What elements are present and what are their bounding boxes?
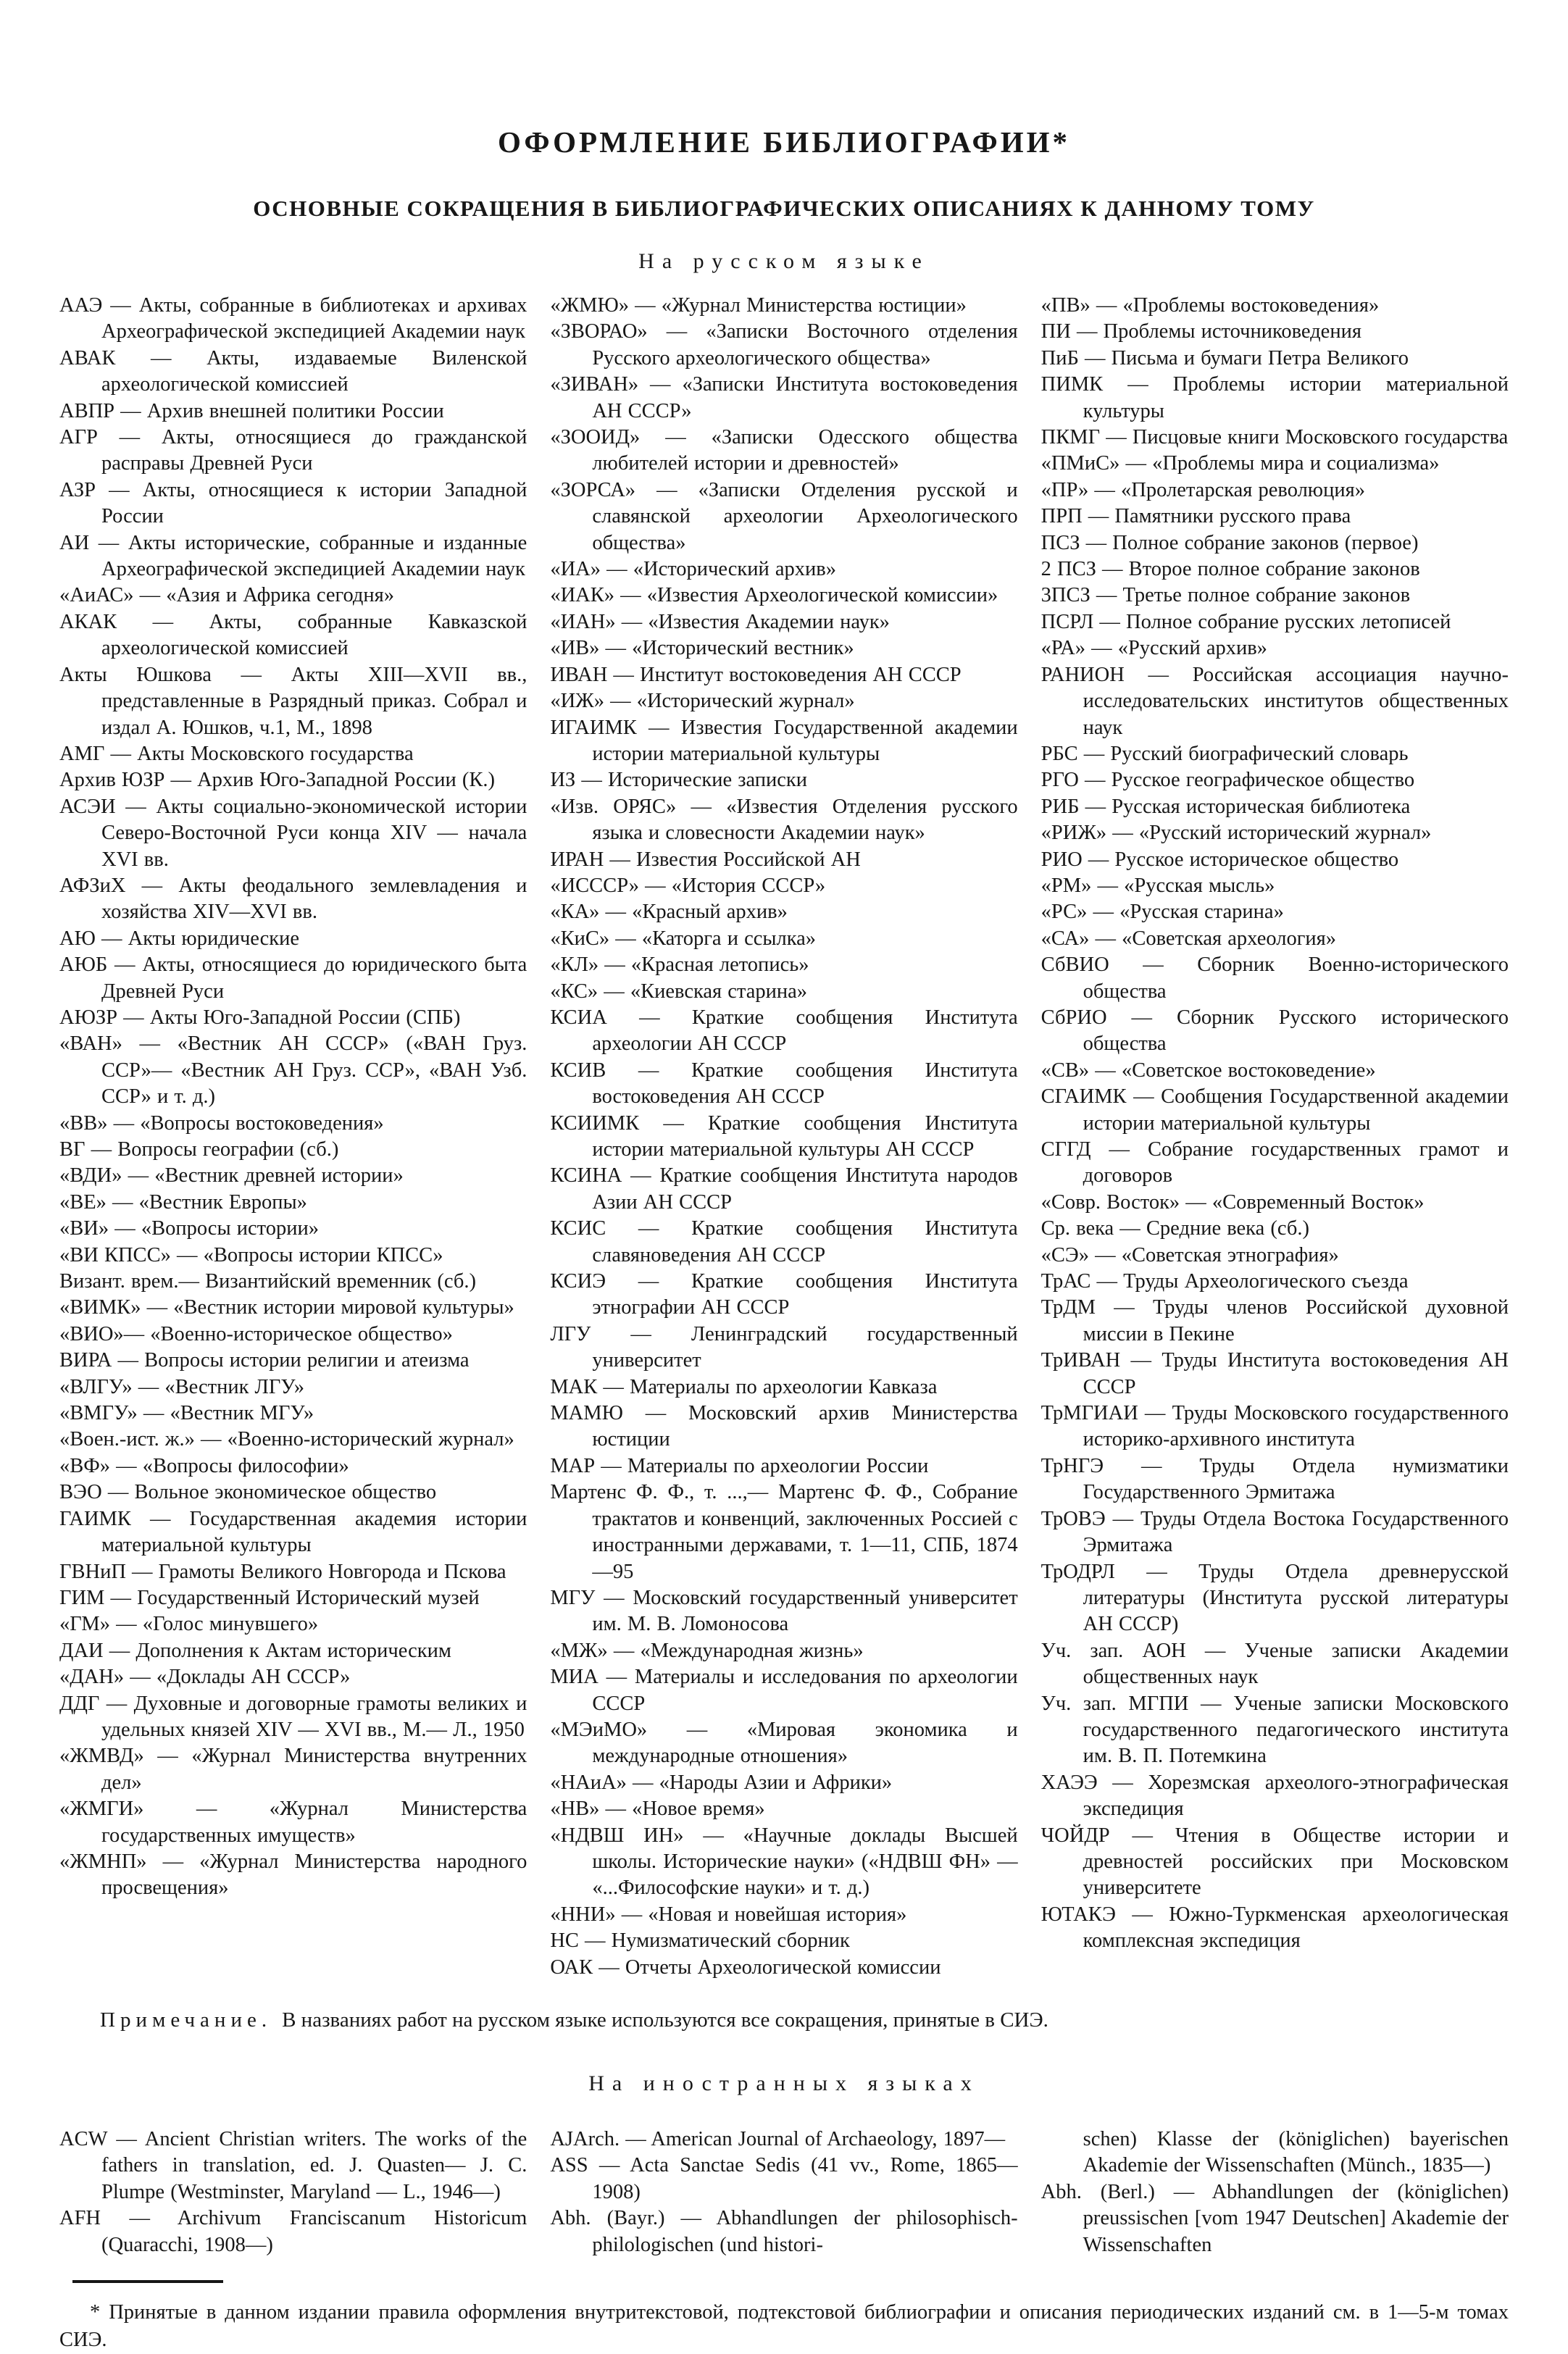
abbreviation-entry: АВПР — Архив внешней политики России — [59, 399, 444, 422]
abbreviation-entry: «СА» — «Советская археология» — [1041, 927, 1337, 950]
abbreviation-entry: «ЗОРСА» — «Записки Отделения русской и славянской археологии Археологического общества» — [550, 478, 1018, 554]
section-heading-foreign: На иностранных языках — [588, 2071, 980, 2095]
abbreviation-entry: «АиАС» — «Азия и Африка сегодня» — [59, 584, 395, 607]
abbreviation-entry: ТрМГИАИ — Труды Московского государственного историко-архивного института — [1041, 1402, 1509, 1451]
abbreviation-entry: ТрАС — Труды Археологического съезда — [1041, 1270, 1409, 1293]
abbreviation-entry: AFH — Archivum Franciscanum Historicum (Quaracchi, 1908—) — [59, 2207, 527, 2256]
abbreviation-entry: ПСЗ — Полное собрание законов (первое) — [1041, 531, 1419, 554]
abbreviation-entry: АКАК — Акты, собранные Кавказской археологической комиссией — [59, 610, 527, 660]
abbreviation-entry: Ср. века — Средние века (сб.) — [1041, 1217, 1309, 1240]
abbreviation-entry: ВЭО — Вольное экономическое общество — [59, 1481, 437, 1504]
abbreviation-entry: ДАИ — Дополнения к Актам историческим — [59, 1639, 451, 1662]
abbreviation-entry: АЮБ — Акты, относящиеся до юридического быта Древней Руси — [59, 953, 527, 1003]
abbreviation-entry: «ИЖ» — «Исторический журнал» — [550, 690, 855, 713]
abbreviation-entry: «ДАН» — «Доклады АН СССР» — [59, 1666, 351, 1689]
abbreviation-entry: АЮ — Акты юридические — [59, 927, 300, 950]
abbreviation-entry: ПИ — Проблемы источниковедения — [1041, 320, 1361, 343]
abbreviation-entry: ХАЭЭ — Хорезмская археолого-этнографическая экспедиция — [1041, 1771, 1509, 1821]
abbreviation-entry: ИГАИМК — Известия Государственной академии истории материальной культуры — [550, 716, 1018, 765]
abbreviation-entry: ПСРЛ — Полное собрание русских летописей — [1041, 610, 1451, 633]
abbreviation-entry: МАК — Материалы по археологии Кавказа — [550, 1375, 938, 1398]
note-text: В названиях работ на русском языке используются все сокращения, принятые в СИЭ. — [282, 2008, 1048, 2032]
abbreviation-entry: «ЖМВД» — «Журнал Министерства внутренних дел» — [59, 1745, 527, 1794]
abbreviation-entry: «ВМГУ» — «Вестник МГУ» — [59, 1402, 314, 1425]
abbreviation-entry: ВИРА — Вопросы истории религии и атеизма — [59, 1349, 470, 1372]
abbreviation-entry: КСИС — Краткие сообщения Института славяноведения АН СССР — [550, 1217, 1018, 1266]
foreign-column-2 — [550, 2126, 1017, 2258]
abbreviation-entry: «ВВ» — «Вопросы востоковедения» — [59, 1111, 384, 1135]
abbreviation-entry: АВАК — Акты, издаваемые Виленской археологической комиссией — [59, 346, 527, 396]
abbreviation-entry: «НДВШ ИН» — «Научные доклады Высшей школы. Исторические науки» («НДВШ ФН» — «...Философские науки» и т. д.) — [550, 1824, 1018, 1900]
abbreviation-entry: 2 ПСЗ — Второе полное собрание законов — [1041, 558, 1420, 581]
abbreviation-entry: ПРП — Памятники русского права — [1041, 505, 1351, 528]
abbreviation-entry: РАНИОН — Российская ассоциация научно-исследовательских институтов общественных наук — [1041, 663, 1509, 739]
abbreviation-entry: АМГ — Акты Московского государства — [59, 742, 414, 765]
abbreviation-entry: РИО — Русское историческое общество — [1041, 848, 1399, 871]
abbreviation-entry: «ПМиС» — «Проблемы мира и социализма» — [1041, 452, 1440, 475]
foreign-column-3 — [1041, 2126, 1509, 2258]
abbreviation-entry: Мартенс Ф. Ф., т. ...,— Мартенс Ф. Ф., Собрание трактатов и конвенций, заключенных Россией с иностранными державами, т. 1—11, СПБ, 1874—95 — [550, 1481, 1018, 1583]
abbreviations-columns-foreign — [59, 2126, 1509, 2258]
abbreviation-entry: МИА — Материалы и исследования по археологии СССР — [550, 1666, 1018, 1715]
abbreviation-entry: ЧОЙДР — Чтения в Обществе истории и древностей российских при Московском университете — [1041, 1824, 1509, 1900]
abbreviation-entry: «СЭ» — «Советская этнография» — [1041, 1243, 1339, 1266]
abbreviation-entry: СГГД — Собрание государственных грамот и договоров — [1041, 1138, 1509, 1188]
abbreviation-entry: ГАИМК — Государственная академия истории материальной культуры — [59, 1507, 527, 1557]
abbreviation-entry: КСИЭ — Краткие сообщения Института этнографии АН СССР — [550, 1270, 1018, 1319]
abbreviation-entry: «Воен.-ист. ж.» — «Военно-исторический журнал» — [59, 1428, 514, 1451]
abbreviation-entry: «ВИ» — «Вопросы истории» — [59, 1217, 319, 1240]
abbreviation-entry: Архив ЮЗР — Архив Юго-Западной России (К.) — [59, 769, 495, 792]
abbreviation-entry: АФЗиХ — Акты феодального землевладения и хозяйства XIV—XVI вв. — [59, 874, 527, 924]
abbreviation-entry: «РМ» — «Русская мысль» — [1041, 874, 1275, 897]
abbreviation-entry: ТрОВЭ — Труды Отдела Востока Государственного Эрмитажа — [1041, 1507, 1509, 1557]
abbreviation-entry: «ГМ» — «Голос минувшего» — [59, 1613, 319, 1636]
abbreviation-entry: ВГ — Вопросы географии (сб.) — [59, 1138, 339, 1161]
abbreviation-entry: «СВ» — «Советское востоковедение» — [1041, 1059, 1376, 1082]
page-subtitle: ОСНОВНЫЕ СОКРАЩЕНИЯ В БИБЛИОГРАФИЧЕСКИХ ОПИСАНИЯХ К ДАННОМУ ТОМУ — [253, 196, 1315, 221]
abbreviation-entry: ДДГ — Духовные и договорные грамоты великих и удельных князей XIV — XVI вв., М.— Л., 1950 — [59, 1692, 527, 1741]
abbreviation-entry: ТрОДРЛ — Труды Отдела древнерусской литературы (Института русской литературы АН СССР) — [1041, 1560, 1509, 1636]
abbreviation-entry: АГР — Акты, относящиеся до гражданской расправы Древней Руси — [59, 426, 527, 475]
abbreviation-entry: ИЗ — Исторические записки — [550, 769, 807, 792]
abbreviation-entry: «КЛ» — «Красная летопись» — [550, 953, 809, 977]
abbreviation-entry: «КС» — «Киевская старина» — [550, 980, 808, 1003]
abbreviation-entry: ПиБ — Письма и бумаги Петра Великого — [1041, 346, 1409, 370]
abbreviation-entry: AJArch. — American Journal of Archaeology, 1897— — [550, 2128, 1006, 2150]
footnote-rule — [72, 2280, 223, 2283]
abbreviation-entry: «КА» — «Красный архив» — [550, 901, 788, 924]
abbreviation-entry: «ИВ» — «Исторический вестник» — [550, 637, 854, 660]
abbreviation-entry: АСЭИ — Акты социально-экономической истории Северо-Восточной Руси конца XIV — начала XVI вв. — [59, 795, 527, 871]
abbreviation-entry: «ЖМЮ» — «Журнал Министерства юстиции» — [550, 294, 967, 317]
abbreviation-entry: «ПР» — «Пролетарская революция» — [1041, 478, 1365, 501]
abbreviation-entry: «ВЕ» — «Вестник Европы» — [59, 1190, 307, 1214]
abbreviation-entry: АЮЗР — Акты Юго-Западной России (СПБ) — [59, 1006, 461, 1029]
abbreviation-entry: «ВИ КПСС» — «Вопросы истории КПСС» — [59, 1243, 443, 1266]
abbreviation-entry: ASS — Acta Sanctae Sedis (41 vv., Rome, 1865—1908) — [550, 2154, 1018, 2203]
abbreviation-entry: КСИНА — Краткие сообщения Института народов Азии АН СССР — [550, 1164, 1018, 1214]
abbreviation-entry: Abh. (Berl.) — Abhandlungen der (königlichen) preussischen [vom 1947 Deutschen] Akademie der Wissenschaften — [1041, 2180, 1509, 2256]
abbreviation-entry: РБС — Русский биографический словарь — [1041, 742, 1409, 765]
abbreviation-entry: «КиС» — «Каторга и ссылка» — [550, 927, 817, 950]
abbreviation-entry: МГУ — Московский государственный университет им. М. В. Ломоносова — [550, 1586, 1018, 1636]
abbreviation-entry: «РИЖ» — «Русский исторический журнал» — [1041, 822, 1432, 845]
abbreviation-entry: СбВИО — Сборник Военно-исторического общества — [1041, 953, 1509, 1003]
abbreviation-entry: «НАиА» — «Народы Азии и Африки» — [550, 1771, 893, 1794]
abbreviation-entry: Уч. зап. МГПИ — Ученые записки Московского государственного педагогического института им. В. П. Потемкина — [1041, 1692, 1509, 1768]
abbreviation-entry: ГВНиП — Грамоты Великого Новгорода и Пскова — [59, 1560, 506, 1583]
page-title: ОФОРМЛЕНИЕ БИБЛИОГРАФИИ* — [497, 125, 1071, 159]
abbreviation-entry: 3ПСЗ — Третье полное собрание законов — [1041, 584, 1411, 607]
abbreviation-entry: МАМЮ — Московский архив Министерства юстиции — [550, 1402, 1018, 1451]
abbreviation-entry: ОАК — Отчеты Археологической комиссии — [550, 1956, 941, 1979]
abbreviation-entry: «ПВ» — «Проблемы востоковедения» — [1041, 294, 1380, 317]
abbreviation-entry: «ННИ» — «Новая и новейшая история» — [550, 1903, 907, 1926]
abbreviation-entry: ПКМГ — Писцовые книги Московского государства — [1041, 426, 1509, 449]
abbreviation-entry: РГО — Русское географическое общество — [1041, 769, 1415, 792]
abbreviation-entry: СГАИМК — Сообщения Государственной академии истории материальной культуры — [1041, 1085, 1509, 1135]
abbreviation-entry: «ЖМГИ» — «Журнал Министерства государственных имуществ» — [59, 1798, 527, 1847]
abbreviation-entry: schen) Klasse der (königlichen) bayerischen Akademie der Wissenschaften (Münch., 1835—) — [1083, 2128, 1509, 2177]
abbreviation-entry: ИВАН — Институт востоковедения АН СССР — [550, 663, 962, 686]
abbreviation-entry: Визант. врем.— Византийский временник (сб.) — [59, 1270, 477, 1293]
abbreviation-entry: «ЗВОРАО» — «Записки Восточного отделения Русского археологического общества» — [550, 320, 1018, 370]
note-label: Примечание. — [100, 2008, 272, 2032]
abbreviation-entry: «ИА» — «Исторический архив» — [550, 558, 836, 581]
abbreviation-entry: «ЗИВАН» — «Записки Института востоковедения АН СССР» — [550, 373, 1018, 422]
abbreviation-entry: МАР — Материалы по археологии России — [550, 1454, 929, 1477]
abbreviation-entry: «ИСССР» — «История СССР» — [550, 874, 826, 897]
abbreviation-entry: «ВИМК» — «Вестник истории мировой культуры» — [59, 1296, 514, 1319]
scanned-page — [59, 0, 1509, 2354]
abbreviation-entry: «ВДИ» — «Вестник древней истории» — [59, 1164, 404, 1188]
russian-column-2 — [550, 293, 1017, 1981]
foreign-column-1 — [59, 2126, 527, 2258]
abbreviation-entry: АЗР — Акты, относящиеся к истории Западной России — [59, 478, 527, 528]
footnote: * Принятые в данном издании правила оформления внутритекстовой, подтекстовой библиографии и описания периодических изданий см. в 1—5-м томах СИЭ. — [59, 2301, 1509, 2352]
note — [59, 2007, 1509, 2034]
abbreviation-entry: «ИАК» — «Известия Археологической комиссии» — [550, 584, 998, 607]
abbreviation-entry: «Изв. ОРЯС» — «Известия Отделения русского языка и словесности Академии наук» — [550, 795, 1018, 845]
abbreviation-entry: «ВИО»— «Военно-историческое общество» — [59, 1322, 453, 1345]
russian-column-3 — [1041, 293, 1509, 1981]
abbreviation-entry: СбРИО — Сборник Русского исторического общества — [1041, 1006, 1509, 1056]
abbreviation-entry: ЛГУ — Ленинградский государственный университет — [550, 1322, 1018, 1372]
abbreviation-entry: «ВЛГУ» — «Вестник ЛГУ» — [59, 1375, 305, 1398]
abbreviation-entry: ТрНГЭ — Труды Отдела нумизматики Государственного Эрмитажа — [1041, 1454, 1509, 1504]
abbreviation-entry: ААЭ — Акты, собранные в библиотеках и архивах Археографической экспедицией Академии наук — [59, 294, 527, 343]
abbreviation-entry: «РС» — «Русская старина» — [1041, 901, 1284, 924]
abbreviation-entry: ИРАН — Известия Российской АН — [550, 848, 861, 871]
abbreviation-entry: «ВФ» — «Вопросы философии» — [59, 1454, 349, 1477]
abbreviation-entry: «ЗООИД» — «Записки Одесского общества любителей истории и древностей» — [550, 426, 1018, 475]
abbreviation-entry: «МЭиМО» — «Мировая экономика и международные отношения» — [550, 1718, 1018, 1768]
abbreviation-entry: ТрДМ — Труды членов Российской духовной миссии в Пекине — [1041, 1296, 1509, 1345]
abbreviation-entry: «ИАН» — «Известия Академии наук» — [550, 610, 890, 633]
abbreviation-entry: ПИМК — Проблемы истории материальной культуры — [1041, 373, 1509, 422]
abbreviation-entry: «РА» — «Русский архив» — [1041, 637, 1267, 660]
abbreviation-entry: Акты Юшкова — Акты XIII—XVII вв., представленные в Разрядный приказ. Собрал и издал А. Юшков, ч.1, М., 1898 — [59, 663, 527, 739]
abbreviation-entry: Уч. зап. АОН — Ученые записки Академии общественных наук — [1041, 1639, 1509, 1689]
abbreviation-entry: КСИИМК — Краткие сообщения Института истории материальной культуры АН СССР — [550, 1111, 1018, 1161]
abbreviations-columns-russian — [59, 293, 1509, 1981]
abbreviation-entry: КСИА — Краткие сообщения Института археологии АН СССР — [550, 1006, 1018, 1056]
abbreviation-entry: «НВ» — «Новое время» — [550, 1798, 765, 1821]
abbreviation-entry: НС — Нумизматический сборник — [550, 1929, 850, 1953]
russian-column-1 — [59, 293, 527, 1981]
abbreviation-entry: ТрИВАН — Труды Института востоковедения АН СССР — [1041, 1349, 1509, 1398]
abbreviation-entry: «МЖ» — «Международная жизнь» — [550, 1639, 864, 1662]
abbreviation-entry: ГИМ — Государственный Исторический музей — [59, 1586, 480, 1609]
abbreviation-entry: АИ — Акты исторические, собранные и изданные Археографической экспедицией Академии наук — [59, 531, 527, 581]
abbreviation-entry: РИБ — Русская историческая библиотека — [1041, 795, 1411, 818]
abbreviation-entry: «ВАН» — «Вестник АН СССР» («ВАН Груз. ССР»— «Вестник АН Груз. ССР», «ВАН Узб. ССР» и т. д.) — [59, 1032, 527, 1109]
abbreviation-entry: ЮТАКЭ — Южно-Туркменская археологическая комплексная экспедиция — [1041, 1903, 1509, 1953]
abbreviation-entry: КСИВ — Краткие сообщения Института востоковедения АН СССР — [550, 1059, 1018, 1109]
abbreviation-entry: «Совр. Восток» — «Современный Восток» — [1041, 1190, 1425, 1214]
abbreviation-entry: Abh. (Bayr.) — Abhandlungen der philosophisch-philologischen (und histori- — [550, 2207, 1018, 2256]
section-heading-russian: На русском языке — [638, 249, 930, 273]
abbreviation-entry: ACW — Ancient Christian writers. The works of the fathers in translation, ed. J. Quasten— J. C. Plumpe (Westminster, Maryland — L., 1946—) — [59, 2128, 527, 2203]
abbreviation-entry: «ЖМНП» — «Журнал Министерства народного просвещения» — [59, 1850, 527, 1900]
